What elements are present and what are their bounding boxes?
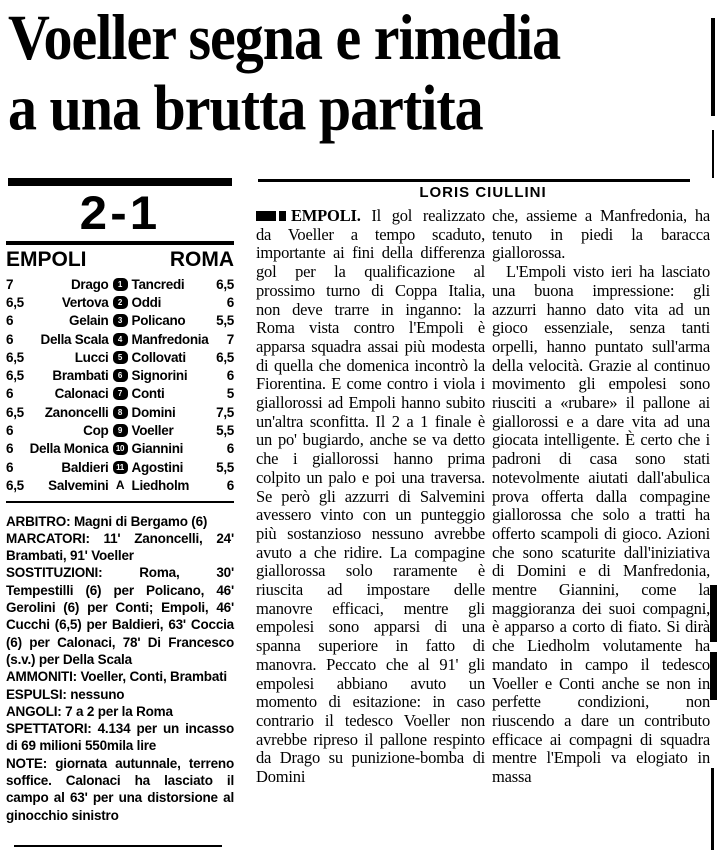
page-edge-rule — [711, 768, 714, 850]
home-team-name: EMPOLI — [6, 248, 87, 271]
lineup-row — [6, 385, 234, 403]
away-player: Collovati — [131, 349, 186, 365]
away-rating: 5 — [226, 386, 234, 402]
stat-label: ANGOLI: — [6, 703, 62, 719]
home-player: Cop — [83, 423, 109, 439]
stat-label: NOTE: — [6, 755, 47, 771]
shirt-number-badge: 3 — [113, 314, 128, 327]
stat-label: ARBITRO: — [6, 513, 71, 529]
away-player: Agostini — [131, 459, 184, 475]
home-player: Lucci — [74, 349, 109, 365]
home-rating: 6 — [6, 459, 14, 475]
final-score: 2-1 — [79, 186, 161, 239]
home-player: Della Scala — [40, 331, 109, 347]
shirt-number-badge: 5 — [113, 351, 128, 364]
home-player: Gelain — [69, 313, 109, 329]
stat-espulsi — [6, 686, 234, 703]
score-box-top-bar — [8, 178, 232, 186]
stat-value: nessuno — [66, 686, 125, 702]
shirt-number-badge: 1 — [113, 278, 128, 291]
stat-label: MARCATORI: — [6, 530, 90, 546]
home-rating: 7 — [6, 276, 14, 292]
stat-ammoniti — [6, 668, 234, 685]
shirt-number-badge: 11 — [113, 461, 128, 474]
stat-value: 7 a 2 per la Roma — [61, 703, 173, 719]
away-player: Manfredonia — [131, 331, 209, 347]
lineup-row — [6, 275, 234, 293]
away-rating: 6,5 — [216, 349, 234, 365]
article-paragraph: che, assieme a Manfredonia, ha tenuto in piedi la baracca giallorossa. — [492, 206, 710, 263]
coach-row — [6, 476, 234, 494]
page-edge-rule — [710, 585, 717, 642]
lineup-row — [6, 458, 234, 476]
home-rating: 6 — [6, 313, 14, 329]
shirt-number-badge: 9 — [113, 424, 128, 437]
away-player: Giannini — [131, 441, 184, 457]
lineup-row — [6, 293, 234, 311]
stat-angoli — [6, 703, 234, 720]
away-team-name: ROMA — [169, 248, 234, 271]
shirt-number-badge: 10 — [113, 442, 128, 455]
headline-line-2: a una brutta partita — [8, 71, 483, 145]
headline-line-1: Voeller segna e rimedia — [8, 0, 561, 74]
home-player: Zanoncelli — [44, 404, 109, 420]
away-rating: 7 — [226, 331, 234, 347]
byline: LORIS CIULLINI — [419, 184, 547, 201]
home-rating: 6 — [6, 331, 14, 347]
lineup-bottom-rule — [6, 501, 234, 503]
away-player: Oddi — [131, 294, 162, 310]
article-paragraph: L'Empoli visto ieri ha lasciato una buona impressione: gli azzurri hanno dato vita ad un gioco essenziale, senza tanti orpelli, hanno puntato sull'arma della velocità. Grazie al continuo movimento gli empolesi sono riusciti a «rubare» il pallone ai giallorossi e a dare vita ad una giocata intelligente. È certo che i padroni di casa sono stati notevolmente aiutati dall'abulica prova offerta dalla compagine giallorossa che solo a tratti ha offerto scampoli di gioco. Azioni che sono scaturite dall'iniziativa di Domini e di Manfredonia, mentre Giannini, come la maggioranza dei suoi compagni, è apparso a corto di fiato. Si dirà che Liedholm volutamente ha mandato in campo il tedesco Voeller e Conti anche se non in perfette condizioni, non riuscendo a dare un contributo efficace ai compagni di squadra mentre l'Empoli va elogiato in massa — [492, 262, 710, 787]
away-coach: Liedholm — [131, 477, 190, 493]
away-player: Signorini — [131, 368, 188, 384]
match-panel — [6, 178, 234, 824]
away-rating: 6 — [226, 368, 234, 384]
home-rating: 6,5 — [6, 349, 24, 365]
stat-note — [6, 755, 234, 824]
home-rating: 6,5 — [6, 477, 24, 493]
away-rating: 7,5 — [216, 404, 234, 420]
away-player: Voeller — [131, 423, 174, 439]
stat-label: ESPULSI: — [6, 686, 67, 702]
home-rating: 6 — [6, 423, 14, 439]
coach-marker: A — [115, 478, 125, 493]
home-rating: 6,5 — [6, 404, 24, 420]
stat-arbitro — [6, 513, 234, 530]
away-rating: 6 — [226, 441, 234, 457]
stat-value: Voeller, Conti, Brambati — [76, 669, 227, 685]
home-rating: 6,5 — [6, 294, 24, 310]
home-rating: 6 — [6, 386, 14, 402]
team-header-row — [6, 247, 234, 272]
away-rating: 6 — [226, 294, 234, 310]
lineup-row — [6, 366, 234, 384]
away-player: Domini — [131, 404, 176, 420]
stat-label: AMMONITI: — [6, 669, 77, 685]
stat-spettatori — [6, 720, 234, 755]
shirt-number-badge: 6 — [113, 369, 128, 382]
shirt-number-badge: 7 — [113, 387, 128, 400]
article-paragraph — [256, 207, 485, 787]
lineup-row — [6, 348, 234, 366]
away-rating: 6 — [226, 477, 234, 493]
away-rating: 5,5 — [216, 313, 234, 329]
shirt-number-badge: 4 — [113, 333, 128, 346]
away-player: Policano — [131, 313, 186, 329]
home-player: Calonaci — [54, 386, 109, 402]
stat-marcatori — [6, 530, 234, 565]
dateline-marker-icon — [256, 211, 286, 221]
home-coach: Salvemini — [48, 477, 109, 493]
page-edge-rule — [710, 652, 717, 700]
article-column-1 — [256, 207, 485, 787]
dateline: EMPOLI. — [291, 206, 361, 225]
stat-value: giornata autunnale, terreno soffice. Calonaci ha lasciato il campo al 63' per una distorsione al ginocchio sinistro — [6, 755, 234, 823]
article-text: Il gol realizzato da Voeller a tempo scaduto, importante ai fini della differenza gol per la qualificazione al prossimo turno di Coppa Italia, non deve trarre in inganno: la Roma vista contro l'Empoli è apparsa squadra assai più modesta di quella che domenica incontrò la Fiorentina. E come contro i viola i giallorossi ad Empoli hanno subito un'altra sconfitta. Il 2 a 1 finale è un po' bugiardo, anche se va detto che i giallorossi hanno prima colpito un palo e poi una traversa. Se però gli azzurri di Salvemini avessero vinto con un punteggio più sostanzioso nessuno avrebbe avuto a che ridire. La compagine giallorossa solo raramente è riuscita ad impostare delle manovre efficaci, mentre gli empolesi sono apparsi di una spanna superiore in fatto di manovra. Peccato che al 91' gli empolesi abbiano avuto un momento di esitazione: in caso contrario il tedesco Voeller non avrebbe ripreso il pallone respinto da Drago su punizione-bomba di Domini — [256, 206, 485, 787]
shirt-number-badge: 8 — [113, 406, 128, 419]
home-rating: 6,5 — [6, 368, 24, 384]
lineup-row — [6, 421, 234, 439]
match-stats — [6, 513, 234, 824]
lineup-row — [6, 440, 234, 458]
stat-value: 4.134 per un incasso di 69 milioni 550mila lire — [6, 721, 234, 754]
article-column-2 — [492, 207, 710, 787]
away-player: Tancredi — [131, 276, 185, 292]
headline — [8, 2, 708, 143]
left-column-bottom-rule — [14, 845, 222, 847]
home-player: Brambati — [52, 368, 109, 384]
stat-value: 11' Zanoncelli, 24' Brambati, 91' Voeller — [6, 530, 234, 564]
away-rating: 6,5 — [216, 276, 234, 292]
stat-value: Magni di Bergamo (6) — [70, 513, 208, 529]
lineup-row — [6, 312, 234, 330]
home-player: Vertova — [61, 294, 109, 310]
shirt-number-badge: 2 — [113, 296, 128, 309]
page-edge-rule — [711, 18, 715, 116]
lineup-table — [6, 275, 234, 503]
home-player: Drago — [70, 276, 109, 292]
score-box-divider — [6, 241, 234, 245]
stat-sostituzioni — [6, 564, 234, 668]
page-edge-rule — [712, 130, 714, 178]
lineup-row — [6, 403, 234, 421]
stat-label: SPETTATORI: — [6, 721, 92, 737]
away-player: Conti — [131, 386, 165, 402]
byline-rule — [258, 179, 690, 182]
away-rating: 5,5 — [216, 459, 234, 475]
home-player: Della Monica — [29, 441, 109, 457]
stat-label: SOSTITUZIONI: — [6, 565, 103, 581]
stat-value: Roma, 30' Tempestilli (6) per Policano, 46' Gerolini (6) per Conti; Empoli, 46' Cucchi (6,5) per Baldieri, 63' Coccia (6) per Calonaci, 78' Di Francesco (s.v.) per Della Scala — [6, 565, 234, 667]
home-rating: 6 — [6, 441, 14, 457]
home-player: Baldieri — [61, 459, 109, 475]
lineup-row — [6, 330, 234, 348]
away-rating: 5,5 — [216, 423, 234, 439]
